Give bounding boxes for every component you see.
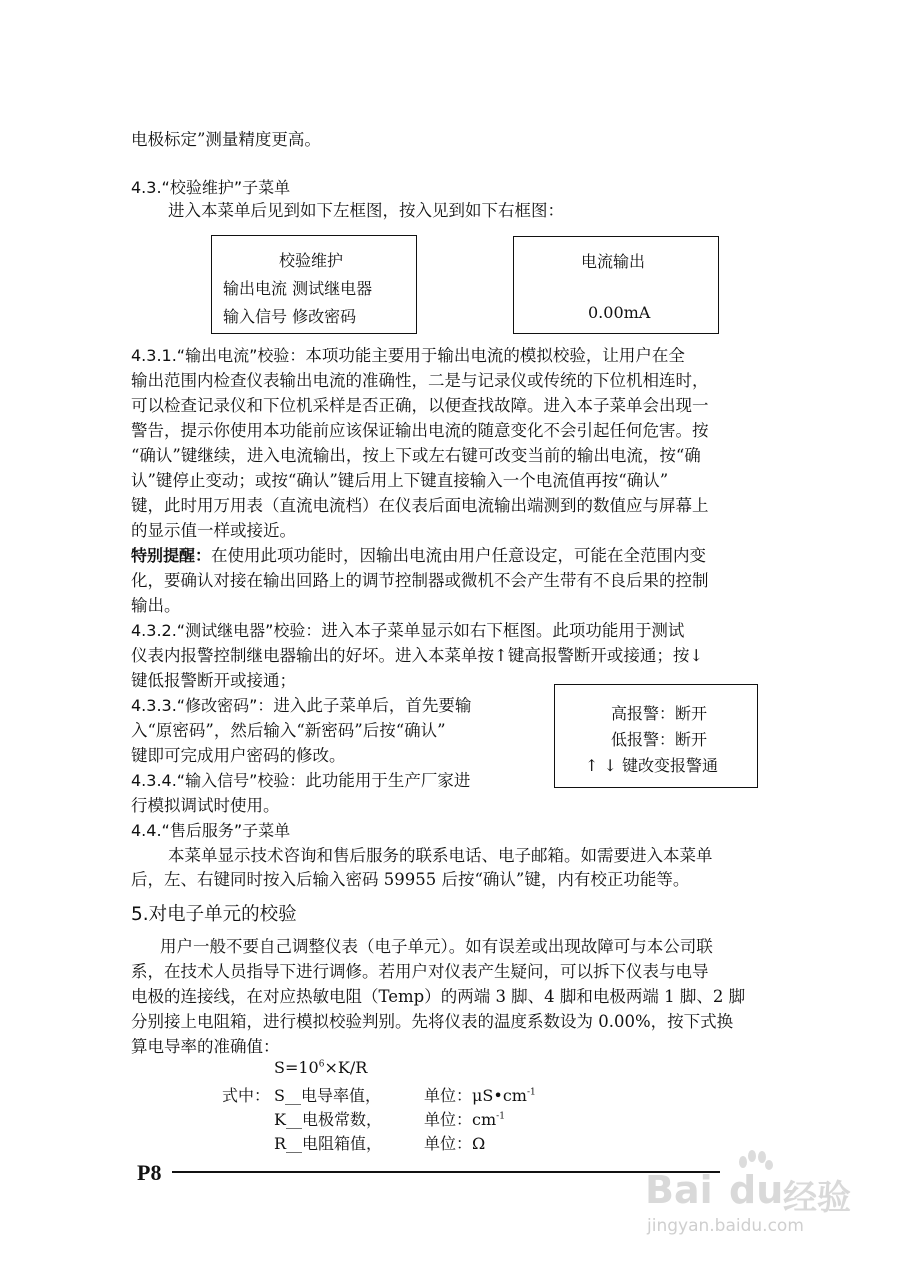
paragraph-line: “确认”键继续，进入电流输出，按上下或左右键可改变当前的输出电流，按“确: [131, 446, 701, 465]
paragraph-line: 可以检查记录仪和下位机采样是否正确，以便查找故障。进入本子菜单会出现一: [131, 396, 709, 415]
paragraph-line: 仪表内报警控制继电器输出的好坏。进入本菜单按↑键高报警断开或接通；按↓: [131, 646, 704, 665]
unit-label: 单位：: [424, 1086, 473, 1105]
paragraph-line: 化，要确认对接在输出回路上的调节控制器或微机不会产生带有不良后果的控制: [131, 571, 709, 590]
section-5-heading: 5.对电子单元的校验: [131, 904, 297, 925]
warning-line: [131, 545, 706, 567]
formula-r-unit: [424, 1131, 485, 1154]
formula-where: 式中：: [222, 1086, 271, 1105]
paragraph-line: 本项功能主要用于输出电流的模拟校验，让用户在全: [305, 346, 685, 365]
continuation-line: 电极标定”测量精度更高。: [131, 130, 321, 149]
current-output-box: [513, 236, 719, 334]
formula-r-definition: R__电阻箱值，: [274, 1134, 383, 1153]
paragraph-line: 行模拟调试时使用。: [131, 796, 280, 815]
box-row-1: 高报警：断开: [611, 704, 708, 723]
section-4-3-4-label: 4.3.4.“输入信号”校验：: [131, 771, 306, 790]
paragraph-line: 的显示值一样或接近。: [131, 521, 296, 540]
watermark-url: jingyan.baidu.com: [647, 1216, 804, 1236]
paragraph-line: 系，在技术人员指导下进行调修。若用户对仪表产生疑问，可以拆下仪表与电导: [131, 962, 709, 981]
calibration-menu-box: [211, 235, 417, 334]
unit-value: Ω: [472, 1134, 486, 1153]
formula-k-unit: [424, 1107, 505, 1130]
paragraph-line: 输出范围内检查仪表输出电流的准确性，二是与记录仪或传统的下位机相连时，: [131, 371, 709, 390]
paragraph-line: 用户一般不要自己调整仪表（电子单元）。如有误差或出现故障可与本公司联: [160, 937, 713, 956]
formula-k-definition: K__电极常数，: [274, 1110, 382, 1129]
relay-test-box: [554, 684, 758, 788]
paragraph-line: 警告，提示你使用本功能前应该保证输出电流的随意变化不会引起任何危害。按: [131, 421, 709, 440]
section-4-3-1-line: [131, 345, 685, 367]
section-4-3-heading: 4.3.“校验维护”子菜单: [131, 178, 291, 197]
paragraph-line: 此功能用于生产厂家进: [305, 771, 471, 790]
section-4-3-2-line: [131, 620, 684, 642]
paragraph-line: 入“原密码”，然后输入“新密码”后按“确认”: [131, 721, 446, 740]
paragraph-line: 本菜单显示技术咨询和售后服务的联系电话、电子邮箱。如需要进入本菜单: [168, 846, 713, 865]
formula-equation: [274, 1058, 367, 1077]
unit-exponent: -1: [496, 1111, 505, 1122]
paragraph-line: 认”键停止变动；或按“确认”键后用上下键直接输入一个电流值再按“确认”: [131, 471, 669, 490]
box-row-2: 输入信号 修改密码: [223, 307, 357, 326]
paragraph-line: 进入此子菜单后，首先要输: [273, 696, 472, 715]
baidu-watermark: [645, 1150, 875, 1240]
section-4-3-4-line: [131, 770, 470, 792]
unit-exponent: -1: [526, 1087, 536, 1098]
paragraph-line: 后，左、右键同时按入后输入密码 59955 后按“确认”键，内有校正功能等。: [131, 870, 690, 889]
box-row-2: 低报警：断开: [611, 730, 708, 749]
unit-label: 单位：: [424, 1110, 473, 1129]
paragraph-line: 输出。: [131, 596, 181, 615]
section-4-3-intro: 进入本菜单后见到如下左框图，按入见到如下右框图：: [168, 201, 564, 220]
unit-value: cm: [472, 1110, 497, 1129]
section-4-3-3-label: 4.3.3.“修改密码”：: [131, 696, 274, 715]
formula-rhs: ×K/R: [324, 1058, 368, 1077]
footer-rule: [172, 1171, 720, 1173]
formula-s-definition: S__电导率值，: [274, 1086, 381, 1105]
formula-lhs: S=10: [274, 1058, 319, 1077]
formula-exponent: 6: [318, 1059, 325, 1070]
box-title: 电流输出: [581, 252, 646, 271]
paragraph-line: 键低报警断开或接通；: [131, 671, 296, 690]
paragraph-line: 算电导率的准确值：: [131, 1037, 280, 1056]
section-4-3-2-label: 4.3.2.“测试继电器”校验：: [131, 621, 322, 640]
paragraph-line: 进入本子菜单显示如右下框图。此项功能用于测试: [321, 621, 685, 640]
unit-label: 单位：: [424, 1134, 473, 1153]
paragraph-line: 电极的连接线，在对应热敏电阻（Temp）的两端 3 脚、4 脚和电极两端 1 脚、2 脚: [131, 987, 746, 1006]
section-4-3-3-line: [131, 695, 471, 717]
section-4-4-heading: 4.4.“售后服务”子菜单: [131, 821, 291, 840]
box-row-3: ↑ ↓ 键改变报警通: [585, 756, 718, 775]
watermark-brand-2: du: [729, 1168, 784, 1212]
box-row-1: 输出电流 测试继电器: [223, 279, 373, 298]
watermark-brand: Bai: [645, 1168, 713, 1212]
paragraph-line: 键即可完成用户密码的修改。: [131, 746, 346, 765]
warning-label: 特别提醒：: [131, 546, 212, 565]
watermark-cn: 经验: [783, 1178, 851, 1218]
section-4-3-1-label: 4.3.1.“输出电流”校验：: [131, 346, 306, 365]
current-value: 0.00mA: [588, 303, 651, 322]
paragraph-line: 在使用此项功能时，因输出电流由用户任意设定，可能在全范围内变: [211, 546, 707, 565]
page-number: P8: [137, 1160, 162, 1185]
box-title: 校验维护: [279, 251, 344, 270]
paragraph-line: 键，此时用万用表（直流电流档）在仪表后面电流输出端测到的数值应与屏幕上: [131, 496, 709, 515]
unit-value: μS•cm: [472, 1086, 527, 1105]
paragraph-line: 分别接上电阻箱，进行模拟校验判别。先将仪表的温度系数设为 0.00%，按下式换: [131, 1012, 734, 1031]
formula-s-unit: [424, 1083, 536, 1106]
